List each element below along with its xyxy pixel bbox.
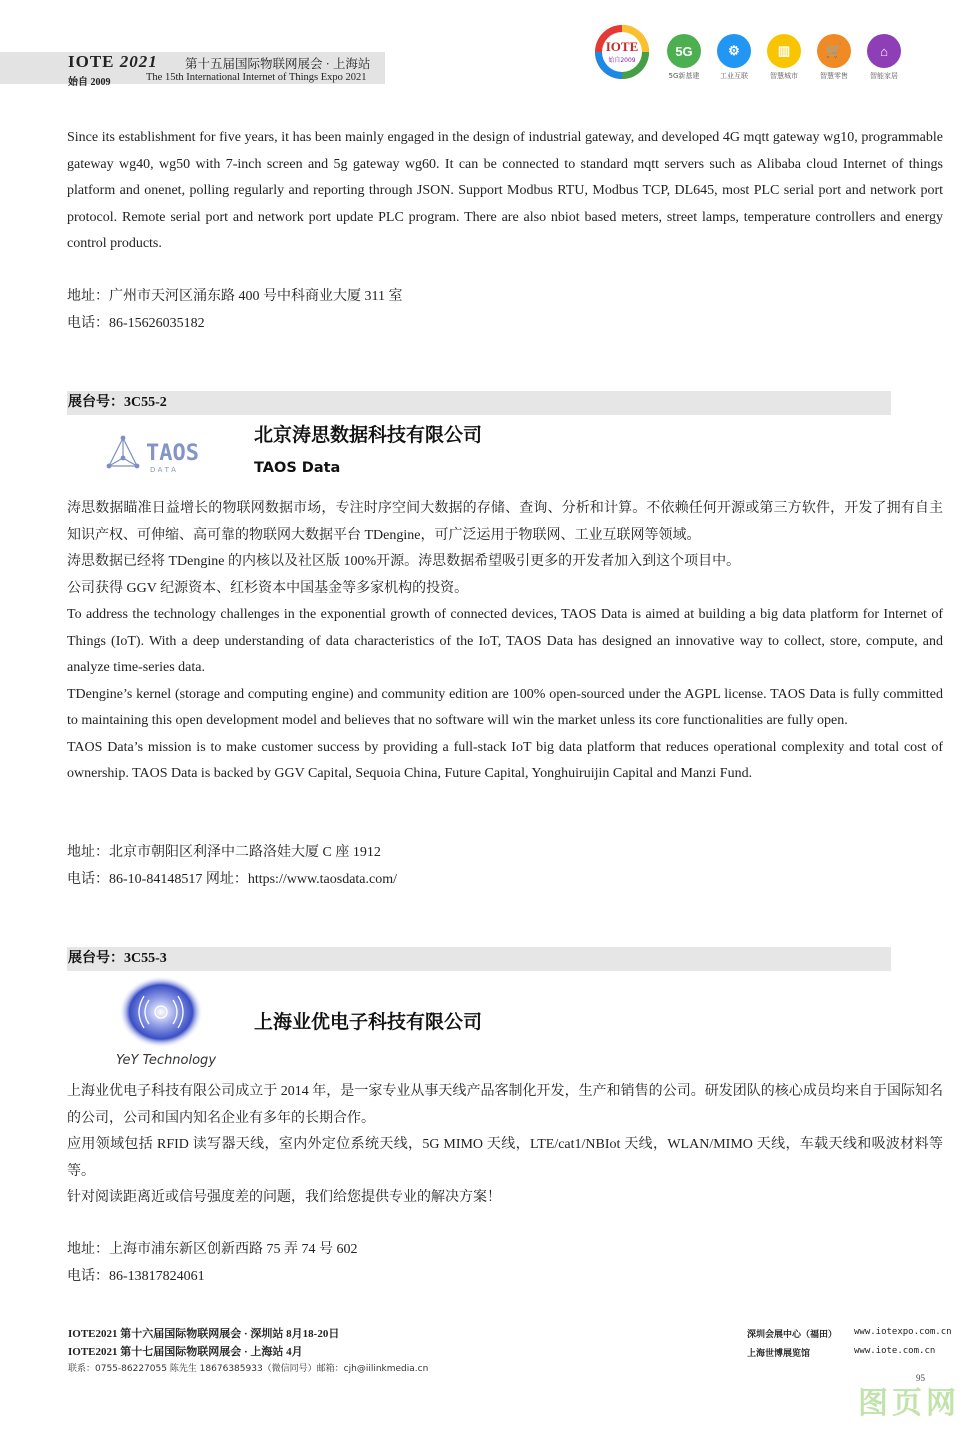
booth2-body bbox=[67, 496, 943, 788]
home-icon: ⌂ bbox=[867, 34, 901, 68]
yey-logo-caption: YeY Technology bbox=[116, 1053, 217, 1068]
booth2-paragraph: 公司获得 GGV 纪源资本、红杉资本中国基金等多家机构的投资。 bbox=[67, 580, 469, 596]
booth-number-3: 展台号：3C55-3 bbox=[68, 951, 167, 966]
booth2-paragraph: 涛思数据瞄准日益增长的物联网数据市场，专注时序空间大数据的存储、查询、分析和计算。不依赖任何开源或第三方软件，开发了拥有自主知识产权、可伸缩、高可靠的物联网大数据平台 TDengine，可广泛运用于物联网、工业互联网等领域。 bbox=[67, 501, 943, 543]
booth2-paragraph: TDengine’s kernel (storage and computing engine) and community edition are 100% open-sourced under the AGPL license. TAOS Data is fully committed to maintaining this open development model and believes that no software will win the market unless its core functionalities are fully open. bbox=[67, 686, 943, 728]
booth3-paragraph: 应用领域包括 RFID 读写器天线，室内外定位系统天线，5G MIMO 天线，LTE/cat1/NBIot 天线，WLAN/MIMO 天线，车载天线和吸波材料等等。 bbox=[67, 1137, 943, 1179]
footer-web-1[interactable]: www.iotexpo.com.cn bbox=[854, 1327, 952, 1337]
header-title-en: The 15th International Internet of Things Expo 2021 bbox=[146, 72, 367, 83]
booth3-body bbox=[67, 1079, 943, 1212]
header-brand: IOTE 2021 bbox=[68, 52, 158, 71]
intro-phone: 电话：86-15626035182 bbox=[67, 316, 205, 331]
footer-venue-1: 深圳会展中心（福田） bbox=[747, 1329, 838, 1339]
intro-paragraph: Since its establishment for five years, it has been mainly engaged in the design of industrial gateway, and developed 4G mqtt gateway wg10, programmable gateway wg40, wg50 with 7-inch screen and 5g gateway wg60. It can be connected to standard mqtt servers such as Alibaba cloud Internet of things platform and onenet, polling regularly and reporting through JSON. Support Modbus RTU, Modbus TCP, DL645, most PLC serial port and network port protocol. Remote serial port and network port update PLC program. There are also nbiot based meters, street lamps, temperature controllers and energy control products. bbox=[67, 130, 943, 251]
taos-logo-word: TAOS bbox=[146, 441, 199, 466]
footer-web-2[interactable]: www.iote.com.cn bbox=[854, 1346, 936, 1356]
booth2-address: 地址：北京市朝阳区利泽中二路洛娃大厦 C 座 1912 bbox=[67, 845, 381, 860]
category-smart-retail: 🛒 智慧零售 bbox=[809, 34, 859, 81]
booth2-paragraph: 涛思数据已经将 TDengine 的内核以及社区版 100%开源。涛思数据希望吸引更多的开发者加入到这个项目中。 bbox=[67, 554, 741, 569]
city-icon: ▥ bbox=[767, 34, 801, 68]
iote-logo-sub: 始自2009 bbox=[608, 57, 636, 64]
booth3-address: 地址：上海市浦东新区创新西路 75 弄 74 号 602 bbox=[67, 1242, 358, 1257]
header-since: 始自 2009 bbox=[68, 77, 111, 88]
booth2-paragraph: TAOS Data’s mission is to make customer success by providing a full-stack IoT big data platform that reduces operational complexity and total cost of ownership. TAOS Data is backed by GGV Capital, Sequoia China, Future Capital, Yonghuiruijin Capital and Manzi Fund. bbox=[67, 739, 943, 781]
category-5g: 5G 5G新基建 bbox=[659, 34, 709, 81]
iote-logo bbox=[594, 24, 650, 80]
5g-icon: 5G bbox=[667, 34, 701, 68]
booth-number-2: 展台号：3C55-2 bbox=[68, 395, 167, 410]
taos-logo bbox=[106, 432, 222, 476]
company-name-cn-3: 上海业优电子科技有限公司 bbox=[254, 1011, 483, 1033]
yey-logo bbox=[116, 972, 206, 1048]
cart-icon: 🛒 bbox=[817, 34, 851, 68]
footer-venue-2: 上海世博展览馆 bbox=[747, 1348, 811, 1358]
footer-contact: 联系：0755-86227055 陈先生 18676385933（微信同号）邮箱：cjh@iilinkmedia.cn bbox=[68, 1364, 429, 1374]
booth2-paragraph: To address the technology challenges in the exponential growth of connected devices, TAOS Data is aimed at building a big data platform for Internet of Things (IoT). With a deep understanding of data characteristics of the IoT, TAOS Data has designed an innovative way to collect, store, compute, and analyze time-series data. bbox=[67, 607, 943, 675]
header-title-cn: 第十五届国际物联网展会 · 上海站 bbox=[185, 57, 371, 71]
iote-logo-text: IOTE bbox=[605, 39, 639, 54]
booth2-phone-web: 电话：86-10-84148517 网址：https://www.taosdata.com/ bbox=[67, 872, 398, 887]
taos-logo-sub: D A T A bbox=[150, 466, 176, 474]
company-name-cn-2: 北京涛思数据科技有限公司 bbox=[254, 424, 483, 446]
booth3-phone: 电话：86-13817824061 bbox=[67, 1269, 205, 1284]
booth3-paragraph: 上海业优电子科技有限公司成立于 2014 年，是一家专业从事天线产品客制化开发，生产和销售的公司。研发团队的核心成员均来自于国际知名的公司，公司和国内知名企业有多年的长期合作。 bbox=[67, 1084, 943, 1126]
booth-bar-3 bbox=[67, 947, 891, 971]
booth-bar-2 bbox=[67, 391, 891, 415]
company-name-en-2: TAOS Data bbox=[254, 460, 341, 476]
page-number: 95 bbox=[916, 1373, 925, 1383]
footer-event-2: IOTE2021 第十七届国际物联网展会 · 上海站 4月 bbox=[68, 1346, 303, 1358]
intro-address: 地址：广州市天河区涌东路 400 号中科商业大厦 311 室 bbox=[67, 289, 403, 304]
watermark: 图页网 bbox=[858, 1386, 960, 1421]
footer-event-1: IOTE2021 第十六届国际物联网展会 · 深圳站 8月18-20日 bbox=[68, 1328, 340, 1340]
gear-icon: ⚙ bbox=[717, 34, 751, 68]
category-smart-home: ⌂ 智能家居 bbox=[859, 34, 909, 81]
category-smart-city: ▥ 智慧城市 bbox=[759, 34, 809, 81]
category-industrial: ⚙ 工业互联 bbox=[709, 34, 759, 81]
booth3-paragraph: 针对阅读距离近或信号强度差的问题，我们给您提供专业的解决方案！ bbox=[67, 1190, 501, 1205]
